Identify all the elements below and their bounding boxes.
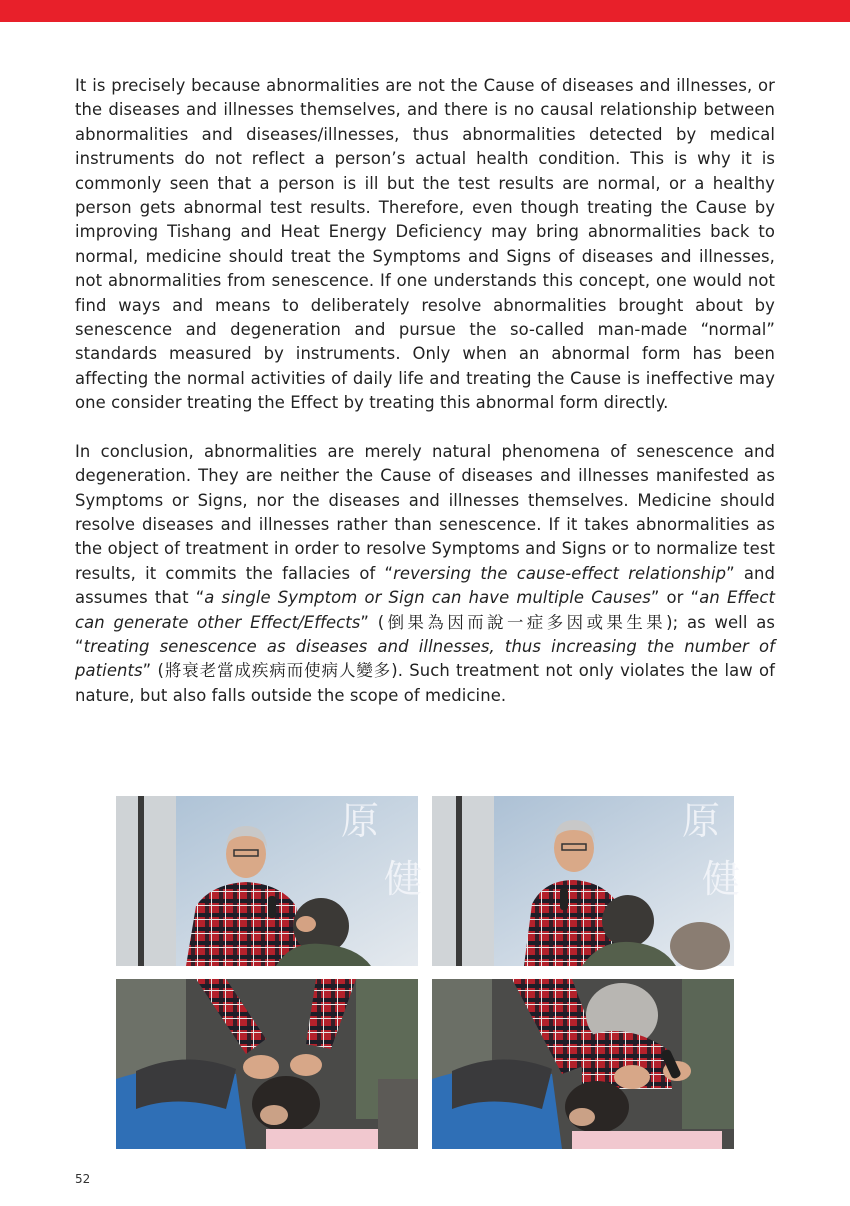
banner-glyph: 健 bbox=[702, 857, 741, 901]
photo-treatment-1 bbox=[116, 979, 418, 1149]
italic-phrase: treating senescence as diseases and illnesses, thus increasing the number of patients bbox=[75, 636, 775, 681]
photo-grid bbox=[116, 796, 741, 1149]
photo-speaker-2 bbox=[432, 796, 741, 966]
text-run: In conclusion, abnormalities are merely natural phenomena of senescence and degeneration. They are neither the Cause of diseases and illnesses manifested as Symptoms or Signs, nor the diseases and illnesses themselves. Medicine should resolve diseases and illnesses rather than senescence. If it takes abnormalities as the object of treatment in order to resolve Symptoms and Signs or to normalize test results, it commits the fallacies of “ bbox=[75, 441, 775, 583]
italic-phrase: an Effect can generate other Effect/Effects bbox=[75, 588, 775, 632]
italic-phrase: reversing the cause-effect relationship bbox=[393, 563, 727, 583]
text-run: ” (將衰老當成疾病而使病人變多). Such treatment not only violates the law of nature, but also falls outside the scope of medicine. bbox=[75, 661, 775, 705]
paragraph-1: It is precisely because abnormalities are not the Cause of diseases and illnesses, or the diseases and illnesses themselves, and there is no causal relationship between abnormalities and diseases/illnesses, thus abnormalities detected by medical instruments do not reflect a person’s actual health condition. This is why it is commonly seen that a person is ill but the test results are normal, or a healthy person gets abnormal test results. Therefore, even though treating the Cause by improving Tishang and Heat Energy Deficiency may bring abnormalities back to normal, medicine should treat the Symptoms and Signs of diseases and illnesses, not abnormalities from senescence. If one understands this concept, one would not find ways and means to deliberately resolve abnormalities brought about by senescence and degeneration and pursue the so-called man-made “normal” standards measured by instruments. Only when an abnormal form has been affecting the normal activities of daily life and treating the Cause is ineffective may one consider treating the Effect by treating this abnormal form directly. bbox=[75, 76, 775, 413]
text-run: ” or “ bbox=[650, 588, 700, 608]
article-body bbox=[75, 74, 775, 708]
banner-glyph: 原 bbox=[682, 799, 721, 843]
paragraph-2 bbox=[75, 440, 775, 708]
banner-glyph: 原 bbox=[341, 799, 380, 843]
banner-glyph: 健 bbox=[384, 857, 423, 901]
page-number: 52 bbox=[75, 1172, 91, 1186]
photo-treatment-2 bbox=[432, 979, 734, 1149]
photo-speaker-1 bbox=[116, 796, 423, 966]
text-run: ” and assumes that “ bbox=[75, 563, 775, 608]
italic-phrase: a single Symptom or Sign can have multiple Causes bbox=[204, 588, 651, 608]
top-accent-band bbox=[0, 0, 850, 22]
text-run: ” (倒果為因而說一症多因或果生果); as well as “ bbox=[75, 612, 775, 656]
